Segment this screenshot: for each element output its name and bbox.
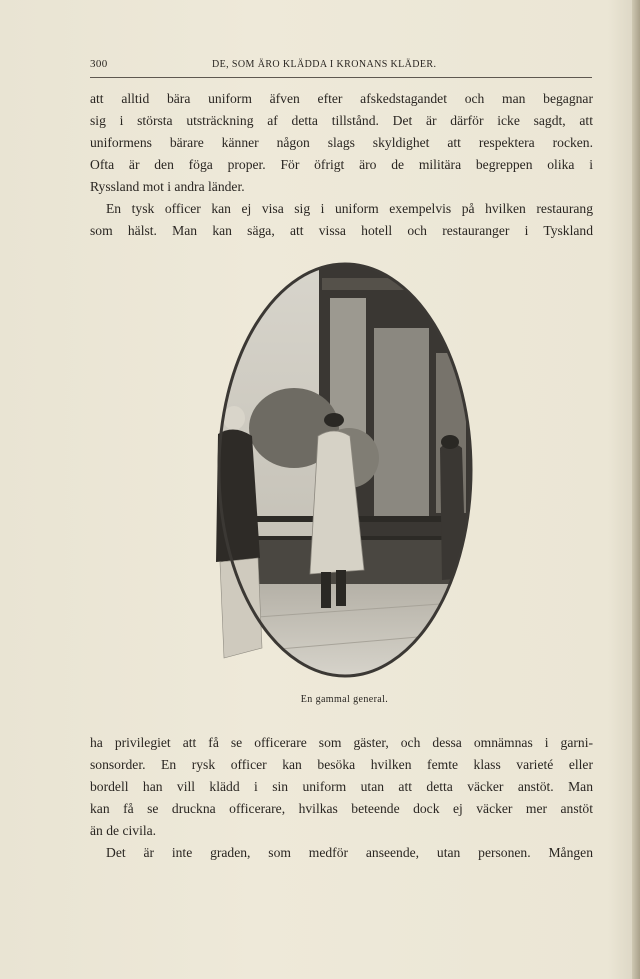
text-line: Ofta är den föga proper. För öfrigt äro de militära begreppen olika i xyxy=(90,157,593,172)
text-line-indented: En tysk officer kan ej visa sig i uniform exempelvis på hvilken restaurang xyxy=(106,201,593,216)
header-rule xyxy=(90,77,592,78)
figure-caption xyxy=(0,694,640,705)
text-line: sonsorder. En rysk officer kan besöka hvilken femte klass varieté eller xyxy=(90,757,593,772)
running-title: DE, SOM ÄRO KLÄDDA I KRONANS KLÄDER. xyxy=(212,59,437,70)
text-line: ha privilegiet att få se officerare som gäster, och dessa omnämnas i garni- xyxy=(90,735,593,750)
text-line: bordell han vill klädd i sin uniform utan att detta väcker anstöt. Man xyxy=(90,779,593,794)
text-line: Ryssland mot i andra länder. xyxy=(90,179,245,194)
text-line: kan få se druckna officerare, hvilkas beteende dock ej väcker mer anstöt xyxy=(90,801,593,816)
text-line: att alltid bära uniform äfven efter afskedstagandet och man begagnar xyxy=(90,91,593,106)
photo-figure xyxy=(214,258,476,682)
text-line: som hälst. Man kan säga, att vissa hotell och restauranger i Tyskland xyxy=(90,223,593,238)
text-line: uniformens bärare känner någon slags skyldighet att respektera rocken. xyxy=(90,135,593,150)
text-line: sig i största utsträckning af detta tillstånd. Det är därför icke sagdt, att xyxy=(90,113,593,128)
text-line: än de civila. xyxy=(90,823,157,838)
text-line-indented: Det är inte graden, som medför anseende, utan personen. Mången xyxy=(106,845,593,860)
caption-text: En gammal general. xyxy=(300,694,389,705)
running-header xyxy=(90,58,592,74)
page-number: 300 xyxy=(90,58,108,70)
page-spine-shadow xyxy=(632,0,640,979)
oval-photograph xyxy=(214,258,476,682)
